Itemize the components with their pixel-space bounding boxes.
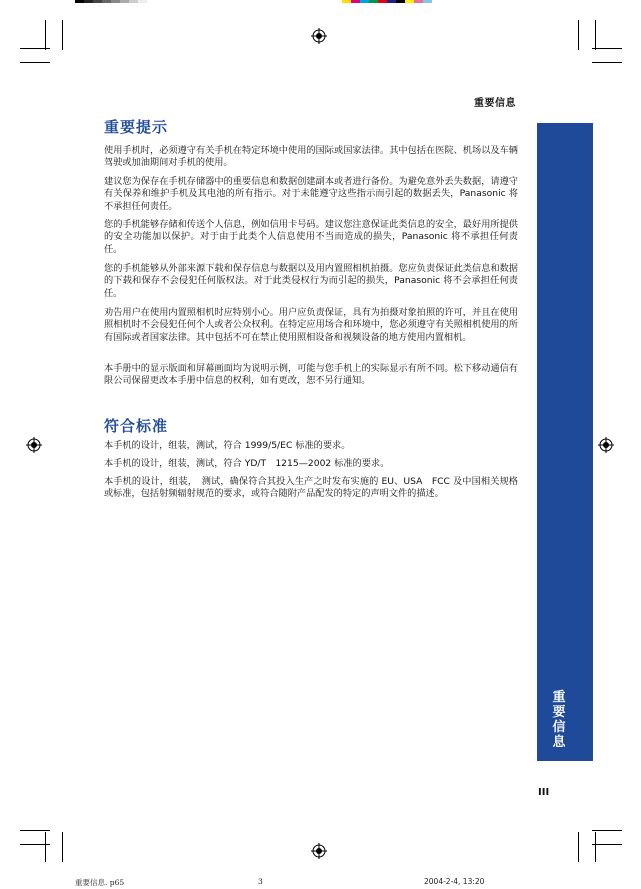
registration-mark-icon bbox=[26, 437, 42, 453]
paragraph: 本手机的设计，组装， 测试，确保符合其投入生产之时发布实施的 EU、USA FCC 及中国相关规格或标准，包括射频辐射规范的要求，或符合随附产品配发的特定的声明文件的描述。 bbox=[104, 476, 518, 500]
crop-mark bbox=[20, 62, 50, 63]
crop-mark bbox=[45, 20, 46, 50]
crop-mark bbox=[20, 830, 50, 831]
crop-mark bbox=[578, 832, 579, 862]
crop-mark bbox=[20, 844, 50, 845]
paragraph: 建议您为保存在手机存储器中的重要信息和数据创建副本或者进行备份。为避免意外丢失数据，请遵守有关保养和维护手机及其电池的所有指示。对于未能遵守这些指示而引起的数据丢失，Panasonic 将不承担任何责任。 bbox=[104, 176, 518, 212]
crop-mark bbox=[578, 20, 579, 50]
section-title-compliance: 符合标准 bbox=[104, 417, 169, 435]
footer-filename: 重要信息. p65 bbox=[75, 878, 125, 887]
paragraph: 使用手机时，必须遵守有关手机在特定环境中使用的国际或国家法律。其中包括在医院、机场以及车辆驾驶或加油期间对手机的使用。 bbox=[104, 145, 518, 169]
side-tab bbox=[537, 123, 593, 761]
registration-mark-icon bbox=[311, 28, 327, 44]
section-title-important-notice: 重要提示 bbox=[104, 118, 169, 136]
footer-page: 3 bbox=[258, 877, 263, 886]
registration-mark-icon bbox=[598, 437, 614, 453]
paragraph: 劝告用户在使用内置照相机时应特别小心。用户应负责保证，具有为拍摄对象拍照的许可，并且在使用照相机时不会侵犯任何个人或者公众权利。在特定应用场合和环境中，您必须遵守有关照相机使用的所有国际或者国家法律。其中包括不可在禁止使用照相设备和视频设备的地方使用内置相机。 bbox=[104, 307, 518, 343]
paragraph: 您的手机能够从外部来源下载和保存信息与数据以及用内置照相机拍摄。您应负责保证此类信息和数据的下载和保存不会侵犯任何版权法。对于此类侵权行为而引起的损失，Panasonic 将不会承担任何责任。 bbox=[104, 263, 518, 299]
grayscale-bar bbox=[75, 0, 147, 3]
crop-mark bbox=[592, 62, 622, 63]
paragraph: 您的手机能够存储和传送个人信息，例如信用卡号码。建议您注意保证此类信息的安全，最好用所提供的安全功能加以保护。对于由于此类个人信息使用不当而造成的损失，Panasonic 将不承担任何责任。 bbox=[104, 219, 518, 255]
crop-mark bbox=[62, 832, 63, 862]
crop-mark bbox=[592, 830, 622, 831]
crop-mark bbox=[592, 844, 622, 845]
crop-mark bbox=[595, 832, 596, 862]
crop-mark bbox=[20, 48, 50, 49]
footer-datetime: 2004-2-4, 13:20 bbox=[424, 877, 485, 886]
registration-mark-icon bbox=[311, 843, 327, 859]
paragraph: 本手机的设计，组装，测试，符合 1999/5/EC 标准的要求。 bbox=[104, 440, 351, 451]
side-tab-label: 重要信息 bbox=[552, 690, 566, 750]
crop-mark bbox=[45, 832, 46, 862]
crop-mark bbox=[62, 20, 63, 50]
paragraph: 本手册中的显示版面和屏幕画面均为说明示例，可能与您手机上的实际显示有所不同。松下移动通信有限公司保留更改本手册中信息的权利，如有更改，恕不另行通知。 bbox=[104, 363, 518, 387]
crop-mark bbox=[595, 20, 596, 50]
running-head: 重要信息 bbox=[474, 98, 516, 109]
paragraph: 本手机的设计，组装，测试，符合 YD/T 1215—2002 标准的要求。 bbox=[104, 458, 390, 469]
page-number: III bbox=[538, 787, 550, 798]
crop-mark bbox=[592, 48, 622, 49]
color-bar bbox=[342, 0, 432, 3]
